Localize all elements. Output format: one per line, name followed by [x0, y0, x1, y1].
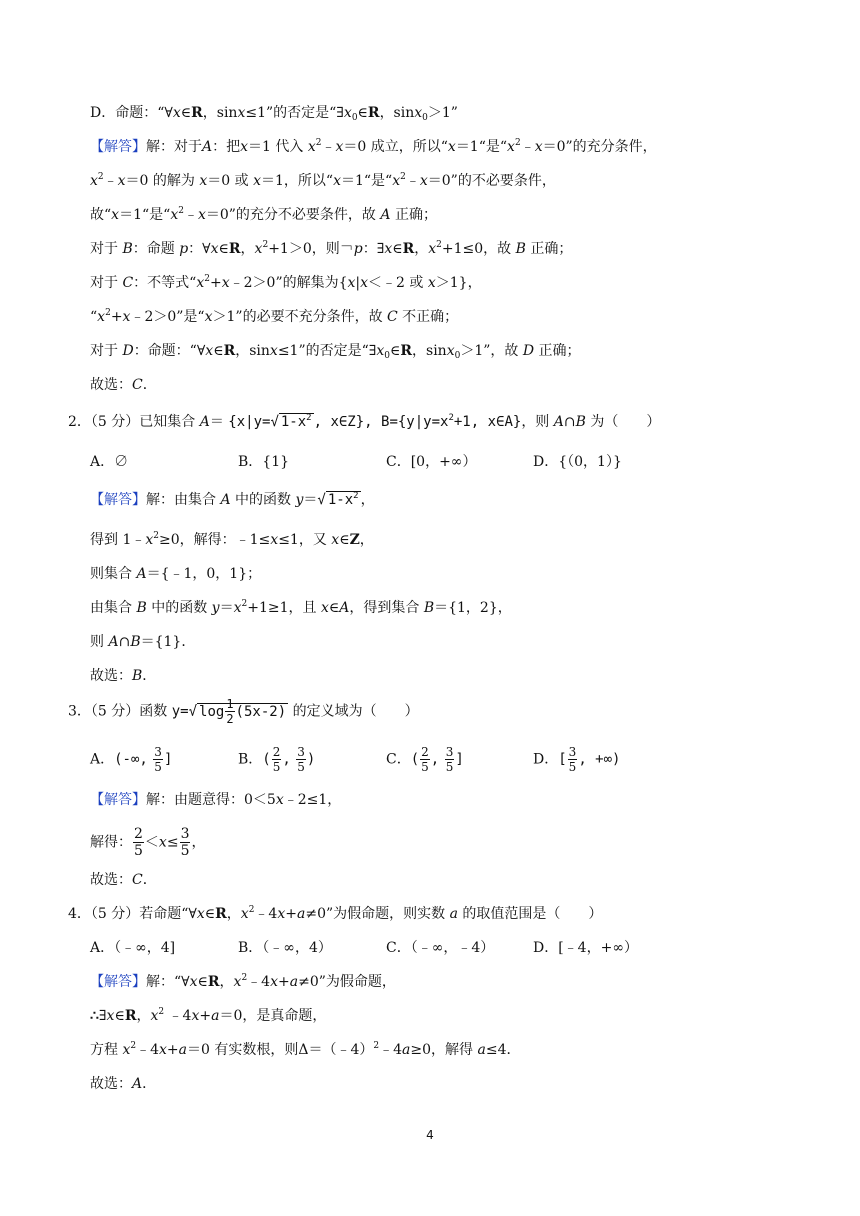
q1-solution-line-1: 【解答】解：对于A：把x＝1 代入 $x^2﹣x=0$ 成立，所以“x＝1“是“$x^2﹣x=0$”的充分条件， — [90, 138, 657, 155]
q4-solution-line-3: 方程 $x^2﹣4x+a=0$ 有实数根，则Δ＝（﹣4）$^2$﹣4a≥0，解得 a≤4． — [90, 1041, 521, 1058]
q3-option-b: B．( $\frac{2}{5}$ , $\frac{3}{5}$ ) — [238, 745, 316, 774]
q3-option-d: D．[ $\frac{3}{5}$ , +∞) — [533, 745, 621, 774]
q4-solution-line-4: 故选：A． — [90, 1076, 157, 1092]
answer-tag: 【解答】 — [90, 792, 146, 808]
q2-solution-line-6: 故选：B． — [90, 668, 157, 684]
q4-solution-line-1: 【解答】解：“∀x∈R，$x^2﹣4x+a\ne 0$”为假命题， — [90, 973, 396, 990]
q3-option-a: A．(-∞, $\frac{3}{5}$ ] — [90, 745, 173, 774]
q1-option-d: D．命题：“∀x∈R，sinx≤1”的否定是“$\exists x_0\in R$，sinx$_0$＞1” — [90, 105, 458, 123]
q1-solution-line-3: 故“x＝1“是“$x^2﹣x=0$”的充分不必要条件，故 A 正确； — [90, 206, 437, 223]
q2-solution-line-2: 得到 $1﹣x^2\ge 0$，解得：﹣1≤x≤1，又 x∈Z， — [90, 531, 374, 548]
q1-solution-line-2: $x^2﹣x=0$ 的解为 x＝0 或 x＝1，所以“x＝1“是“$x^2﹣x=0$”的不必要条件， — [90, 172, 556, 189]
q2-solution-line-5: 则 A∩B＝{1}． — [90, 634, 196, 650]
q4-option-c: C．（﹣∞，﹣4） — [386, 940, 495, 956]
q2-solution-line-4: 由集合 B 中的函数 $y=x^2+1\ge 1$，且 x∈A，得到集合 B＝{1，2}， — [90, 599, 512, 616]
q3-solution-line-2: 解得： $\frac{2}{5}$ ＜x≤ $\frac{3}{5}$ ， — [90, 826, 206, 859]
q1-solution-line-8: 故选：C． — [90, 377, 157, 393]
page-number: 4 — [426, 1128, 434, 1142]
q4-stem: 4．（5 分）若命题“∀x∈R，$x^2﹣4x+a\ne 0$”为假命题，则实数 a 的取值范围是（ ） — [68, 905, 603, 922]
q3-solution-line-1: 【解答】解：由题意得：0＜5x﹣2≤1， — [90, 792, 342, 808]
q2-option-b: B．{1} — [238, 454, 290, 470]
q4-solution-line-2: ∴∃x∈R，$x^2$ ﹣4x+a＝0，是真命题， — [90, 1007, 327, 1024]
q4-option-a: A．（﹣∞，4] — [90, 940, 176, 956]
q1-solution-line-5: 对于 C：不等式“$x^2+x﹣2>0$”的解集为{x|x＜﹣2 或 x＞1}， — [90, 274, 482, 291]
q2-solution-line-1: 【解答】解：由集合 A 中的函数 y＝√ $1-x^2$ ， — [90, 491, 375, 508]
answer-tag: 【解答】 — [90, 974, 146, 990]
answer-tag: 【解答】 — [90, 139, 146, 155]
q2-option-c: C．[0，+∞） — [386, 454, 477, 470]
q2-stem: 2．（5 分）已知集合 A＝ {x|y=√ $1-x^2$ , x∈Z}, $B=\{y|y=x^2+1$, x∈A}，则 A∩B 为（ ） — [68, 413, 661, 430]
q2-solution-line-3: 则集合 A＝{﹣1，0，1}； — [90, 566, 262, 582]
q1-solution-line-7: 对于 D：命题：“∀x∈R，sinx≤1”的否定是“$\exists x_0\in R$，sinx$_0$＞1”，故 D 正确； — [90, 343, 581, 361]
q3-option-c: C．( $\frac{2}{5}$ , $\frac{3}{5}$ ] — [386, 745, 464, 774]
q4-option-b: B．（﹣∞，4） — [238, 940, 332, 956]
answer-tag: 【解答】 — [90, 492, 146, 508]
q2-option-a: A．∅ — [90, 454, 129, 470]
q3-stem: 3．（5 分）函数 y=√ log $\frac{1}{2}$ (5x-2) 的定义域为（ ） — [68, 697, 419, 726]
q1-solution-line-6: “$x^2+x﹣2>0$”是“x＞1”的必要不充分条件，故 C 不正确； — [90, 308, 459, 325]
q3-solution-line-3: 故选：C． — [90, 872, 157, 888]
q2-option-d: D．{（0，1）} — [533, 454, 622, 470]
q1-solution-line-4: 对于 B：命题 p：∀x∈R，$x^2+1>0$，则￢p：∃x∈R，$x^2+1\le 0$，故 B 正确； — [90, 240, 573, 257]
q4-option-d: D．[﹣4，+∞） — [533, 940, 638, 956]
